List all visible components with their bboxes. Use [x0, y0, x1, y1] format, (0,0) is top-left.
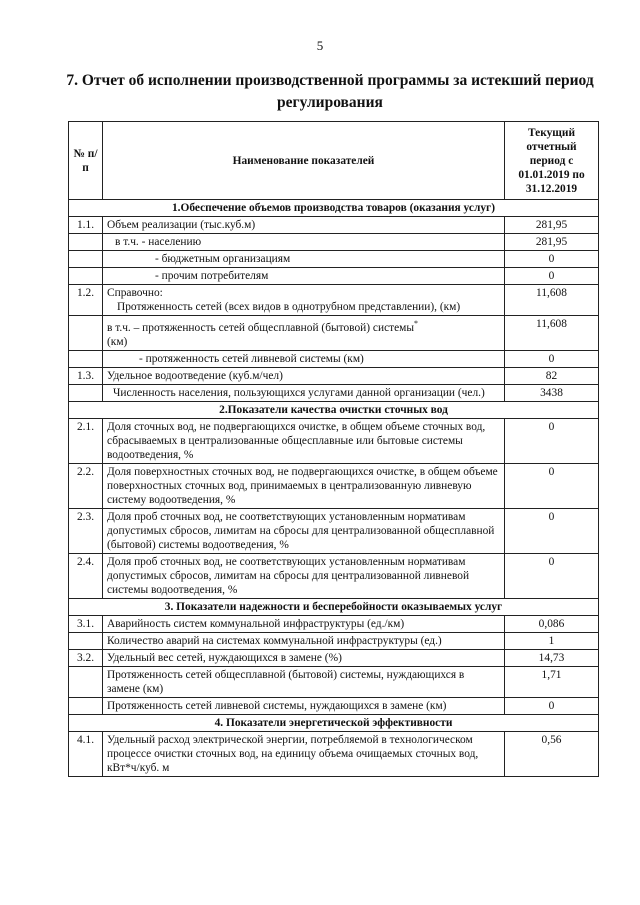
row-number: 2.4.	[69, 553, 103, 598]
row-name: Протяженность сетей ливневой системы, нуждающихся в замене (км)	[103, 697, 505, 714]
row-value: 0	[505, 463, 599, 508]
table-row	[69, 553, 599, 598]
section-3-title: 3. Показатели надежности и бесперебойности оказываемых услуг	[69, 598, 599, 615]
row-number: 3.1.	[69, 615, 103, 632]
table-header-row	[69, 122, 599, 200]
table-row	[69, 285, 599, 316]
row-value: 0	[505, 553, 599, 598]
row-value: 0	[505, 418, 599, 463]
row-value: 0,086	[505, 615, 599, 632]
table-row	[69, 632, 599, 649]
page-number: 5	[316, 38, 324, 53]
row-value: 1,71	[505, 666, 599, 697]
row-name: Доля поверхностных сточных вод, не подвергающихся очистке, в общем объеме поверхностных сточных вод, принимаемых в централизованную ливневую систему водоотведения, %	[103, 463, 505, 508]
row-value: 11,608	[505, 285, 599, 316]
page-title	[60, 70, 600, 114]
row-name: Доля сточных вод, не подвергающихся очистке, в общем объеме сточных вод, сбрасываемых в централизованные общесплавные или бытовые системы водоотведения, %	[103, 418, 505, 463]
table-row	[69, 666, 599, 697]
row-name: Объем реализации (тыс.куб.м)	[103, 217, 505, 234]
row-value: 0	[505, 508, 599, 553]
row-value: 14,73	[505, 649, 599, 666]
header-indicator-name: Наименование показателей	[103, 122, 505, 200]
row-number: 4.1.	[69, 731, 103, 776]
row-value: 3438	[505, 384, 599, 401]
table-row	[69, 418, 599, 463]
section-2-title: 2.Показатели качества очистки сточных вод	[69, 401, 599, 418]
row-name	[103, 316, 505, 351]
row-name: Количество аварий на системах коммунальной инфраструктуры (ед.)	[103, 632, 505, 649]
row-name-text: Протяженность сетей (всех видов в однотрубном представлении), (км)	[117, 301, 461, 313]
table-row	[69, 508, 599, 553]
table-row	[69, 463, 599, 508]
table-row	[69, 384, 599, 401]
table-row	[69, 316, 599, 351]
header-number: № п/п	[69, 122, 103, 200]
row-value: 0	[505, 350, 599, 367]
row-value: 0	[505, 268, 599, 285]
table-row	[69, 234, 599, 251]
row-name: - протяженность сетей ливневой системы (км)	[103, 350, 505, 367]
row-name-unit: (км)	[107, 335, 128, 348]
title-line-2: регулирования	[277, 94, 383, 111]
header-current-period: Текущий отчетный период с 01.01.2019 по 31.12.2019	[505, 122, 599, 200]
row-name	[103, 285, 505, 316]
row-name-note: Справочно:	[107, 287, 163, 299]
row-name: Аварийность систем коммунальной инфраструктуры (ед./км)	[103, 615, 505, 632]
row-number: 2.1.	[69, 418, 103, 463]
section-4-title: 4. Показатели энергетической эффективности	[69, 714, 599, 731]
table-row	[69, 649, 599, 666]
table-row	[69, 615, 599, 632]
table-row	[69, 367, 599, 384]
row-name: в т.ч. - населению	[103, 234, 505, 251]
row-value: 0	[505, 697, 599, 714]
row-name: - прочим потребителям	[103, 268, 505, 285]
row-name: Протяженность сетей общесплавной (бытовой) системы, нуждающихся в замене (км)	[103, 666, 505, 697]
row-value: 0	[505, 251, 599, 268]
table-row	[69, 350, 599, 367]
table-row	[69, 217, 599, 234]
section-row	[69, 598, 599, 615]
row-name: Численность населения, пользующихся услугами данной организации (чел.)	[103, 384, 505, 401]
section-row	[69, 200, 599, 217]
row-name: - бюджетным организациям	[103, 251, 505, 268]
section-row	[69, 401, 599, 418]
row-name: Доля проб сточных вод, не соответствующих установленным нормативам допустимых сбросов, лимитам на сбросы для централизованной общесплавной (бытовой) системы водоотведения, %	[103, 508, 505, 553]
row-value: 11,608	[505, 316, 599, 351]
row-number: 2.2.	[69, 463, 103, 508]
table-row	[69, 251, 599, 268]
section-row	[69, 714, 599, 731]
row-value: 82	[505, 367, 599, 384]
table-row	[69, 268, 599, 285]
section-1-title: 1.Обеспечение объемов производства товаров (оказания услуг)	[69, 200, 599, 217]
row-number: 1.1.	[69, 217, 103, 234]
row-name: Удельный вес сетей, нуждающихся в замене (%)	[103, 649, 505, 666]
row-name-text: в т.ч. – протяженность сетей общесплавной (бытовой) системы	[107, 321, 415, 334]
row-value: 281,95	[505, 234, 599, 251]
row-value: 0,56	[505, 731, 599, 776]
table-row	[69, 731, 599, 776]
row-number: 1.3.	[69, 367, 103, 384]
row-name: Удельное водоотведение (куб.м/чел)	[103, 367, 505, 384]
footnote-mark: *	[414, 319, 419, 328]
table-row	[69, 697, 599, 714]
row-number: 3.2.	[69, 649, 103, 666]
row-value: 1	[505, 632, 599, 649]
row-value: 281,95	[505, 217, 599, 234]
row-number: 2.3.	[69, 508, 103, 553]
production-program-table	[68, 121, 599, 777]
title-line-1: 7. Отчет об исполнении производственной программы за истекший период	[66, 72, 594, 89]
row-name: Доля проб сточных вод, не соответствующих установленным нормативам допустимых сбросов, лимитам на сбросы для централизованной ливневой системы водоотведения, %	[103, 553, 505, 598]
row-name: Удельный расход электрической энергии, потребляемой в технологическом процессе очистки сточных вод, на единицу объема очищаемых сточных вод, кВт*ч/куб. м	[103, 731, 505, 776]
row-number: 1.2.	[69, 285, 103, 316]
